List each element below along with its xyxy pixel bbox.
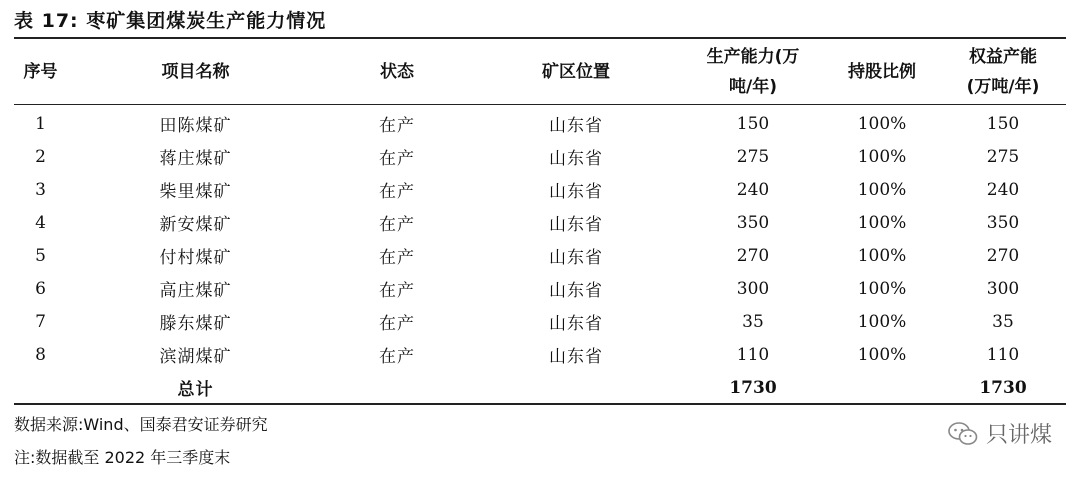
- watermark-text: 只讲煤: [985, 423, 1052, 448]
- cell-location: 山东省: [549, 215, 603, 235]
- cell-equity: 240: [986, 179, 1020, 200]
- table-row: [14, 305, 1066, 338]
- cell-index: 3: [35, 179, 46, 200]
- bottom-rule: [14, 403, 1066, 405]
- cell-share: [824, 371, 940, 404]
- total-label: 总计: [177, 380, 214, 400]
- cell-capacity: 150: [736, 113, 770, 134]
- cell-index: 7: [35, 311, 46, 332]
- cell-share: 100%: [857, 245, 907, 266]
- cell-index: 8: [35, 344, 46, 365]
- table-row: [14, 140, 1066, 173]
- header-share: 持股比例: [848, 62, 916, 82]
- cell-status: 在产: [379, 116, 415, 136]
- cell-capacity: 110: [736, 344, 770, 365]
- cell-equity: 350: [986, 212, 1020, 233]
- cell-capacity: 275: [736, 146, 770, 167]
- cell-name: 蒋庄煤矿: [159, 149, 232, 169]
- cell-share: 100%: [857, 344, 907, 365]
- total-row: [14, 371, 1066, 404]
- cell-capacity: 300: [736, 278, 770, 299]
- cell-name: 新安煤矿: [159, 215, 232, 235]
- cell-equity: 110: [986, 344, 1020, 365]
- table-row: [14, 206, 1066, 239]
- cell-capacity: 270: [736, 245, 770, 266]
- header-index: 序号: [23, 62, 58, 82]
- table-header: [14, 40, 1066, 104]
- cell-share: 100%: [857, 278, 907, 299]
- cell-equity: 275: [986, 146, 1020, 167]
- cell-index: 6: [35, 278, 46, 299]
- cell-index: 2: [35, 146, 46, 167]
- cell-capacity: 35: [742, 311, 764, 332]
- top-rule: [14, 37, 1066, 39]
- cell-equity: 300: [986, 278, 1020, 299]
- cell-location: 山东省: [549, 116, 603, 136]
- cell-status: [324, 371, 470, 404]
- total-capacity: 1730: [729, 377, 777, 398]
- cell-status: 在产: [379, 281, 415, 301]
- cell-share: 100%: [857, 311, 907, 332]
- cell-status: 在产: [379, 149, 415, 169]
- cell-name: 田陈煤矿: [159, 116, 232, 136]
- header-capacity-line2: 吨/年): [729, 77, 777, 97]
- cell-status: 在产: [379, 215, 415, 235]
- cell-equity: 270: [986, 245, 1020, 266]
- table-row: [14, 173, 1066, 206]
- cell-share: 100%: [857, 113, 907, 134]
- source-note: 数据来源:Wind、国泰君安证券研究: [14, 415, 268, 434]
- cell-name: 柴里煤矿: [159, 182, 232, 202]
- cell-status: 在产: [379, 314, 415, 334]
- cell-index: 1: [35, 113, 46, 134]
- cell-location: 山东省: [549, 281, 603, 301]
- cell-share: 100%: [857, 146, 907, 167]
- cell-name: 滕东煤矿: [159, 314, 232, 334]
- table-row: [14, 338, 1066, 371]
- remark-note: 注:数据截至 2022 年三季度末: [14, 448, 231, 467]
- cell-capacity: 240: [736, 179, 770, 200]
- cell-name: 付村煤矿: [159, 248, 232, 268]
- cell-index: [14, 371, 67, 404]
- cell-location: 山东省: [549, 149, 603, 169]
- cell-index: 4: [35, 212, 46, 233]
- cell-name: 滨湖煤矿: [159, 347, 232, 367]
- table-row: [14, 272, 1066, 305]
- cell-location: 山东省: [549, 182, 603, 202]
- total-equity: 1730: [979, 377, 1027, 398]
- header-location: 矿区位置: [542, 62, 610, 82]
- header-status: 状态: [380, 62, 414, 82]
- table-row: [14, 239, 1066, 272]
- header-equity: [940, 40, 1066, 104]
- cell-location: 山东省: [549, 314, 603, 334]
- header-equity-line2: (万吨/年): [966, 77, 1040, 97]
- cell-equity: 35: [992, 311, 1014, 332]
- cell-location: [470, 371, 682, 404]
- cell-equity: 150: [986, 113, 1020, 134]
- cell-index: 5: [35, 245, 46, 266]
- cell-name: 高庄煤矿: [159, 281, 232, 301]
- header-rule: [14, 104, 1066, 105]
- cell-share: 100%: [857, 212, 907, 233]
- table-row: [14, 107, 1066, 140]
- cell-status: 在产: [379, 347, 415, 367]
- header-name: 项目名称: [161, 62, 230, 82]
- header-equity-line1: 权益产能: [969, 47, 1037, 67]
- cell-location: 山东省: [549, 347, 603, 367]
- cell-location: 山东省: [549, 248, 603, 268]
- watermark: [948, 418, 1052, 449]
- cell-share: 100%: [857, 179, 907, 200]
- cell-status: 在产: [379, 182, 415, 202]
- table-title: 表 17: 枣矿集团煤炭生产能力情况: [14, 10, 327, 32]
- cell-status: 在产: [379, 248, 415, 268]
- cell-capacity: 350: [736, 212, 770, 233]
- table-body: [14, 107, 1066, 404]
- header-capacity: [682, 40, 824, 104]
- wechat-icon: [948, 421, 978, 447]
- header-capacity-line1: 生产能力(万: [706, 47, 800, 67]
